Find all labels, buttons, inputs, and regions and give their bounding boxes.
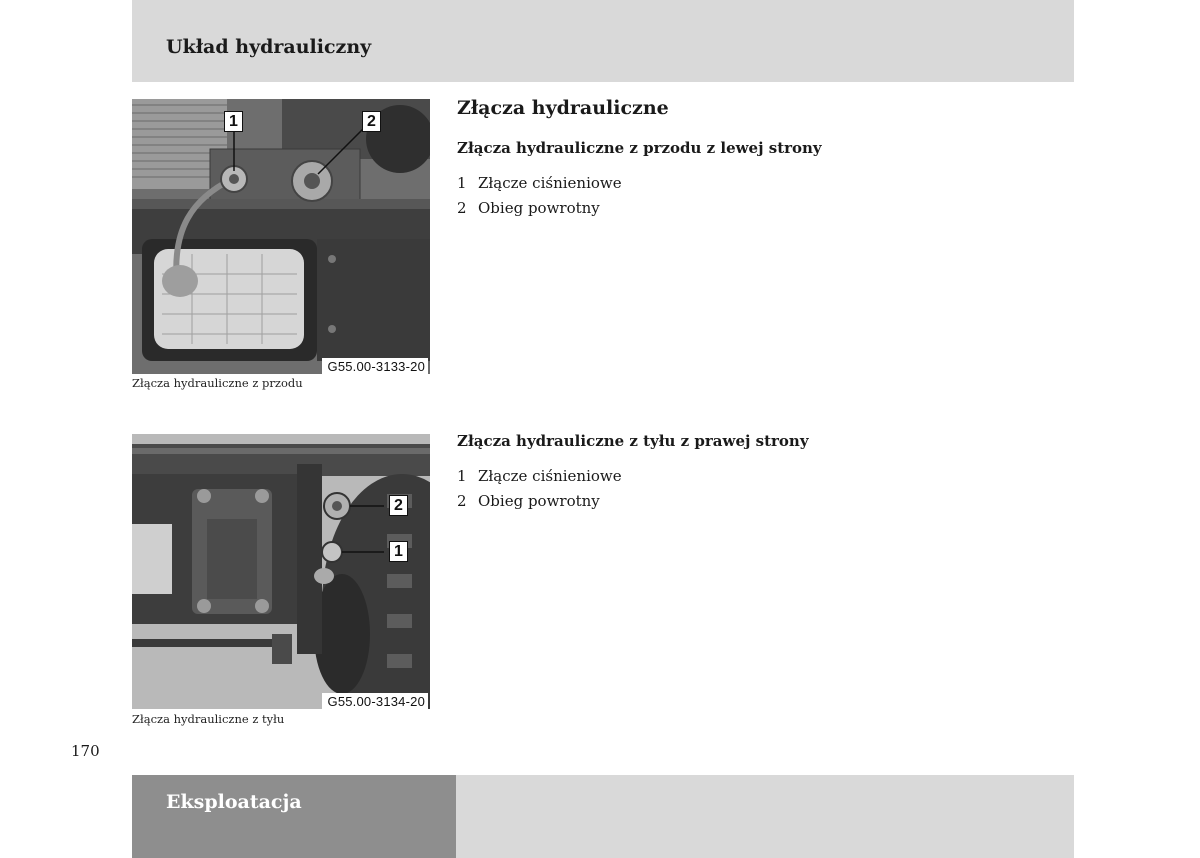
footer-band: [456, 775, 1074, 858]
rear-photo-illustration: [132, 434, 430, 709]
front-legend-list: [457, 171, 622, 221]
section-title: Złącza hydrauliczne: [457, 97, 669, 119]
page-number: 170: [71, 742, 100, 760]
front-subheading: Złącza hydrauliczne z przodu z lewej strony: [457, 139, 822, 157]
front-figure-caption: Złącza hydrauliczne z przodu: [132, 376, 303, 390]
front-figure-code: G55.00-3133-20: [322, 358, 428, 374]
front-callout-2: 2: [362, 111, 381, 132]
rear-legend-list: [457, 464, 622, 514]
front-callout-1: 1: [224, 111, 243, 132]
front-connectors-photo: [132, 99, 430, 374]
list-item: 2 Obieg powrotny: [457, 492, 600, 510]
chapter-title: Układ hydrauliczny: [166, 36, 372, 58]
footer-section-label: Eksploatacja: [166, 791, 302, 813]
rear-callout-2: 2: [389, 495, 408, 516]
front-photo-illustration: [132, 99, 430, 374]
footer-section-tab: [132, 775, 456, 858]
header-band: [132, 0, 1074, 82]
list-item: 1 Złącze ciśnieniowe: [457, 467, 622, 485]
rear-figure-caption: Złącza hydrauliczne z tyłu: [132, 712, 285, 726]
rear-figure-code: G55.00-3134-20: [322, 693, 428, 709]
rear-subheading: Złącza hydrauliczne z tyłu z prawej strony: [457, 432, 809, 450]
rear-callout-1: 1: [389, 541, 408, 562]
rear-connectors-photo: [132, 434, 430, 709]
list-item: 2 Obieg powrotny: [457, 199, 600, 217]
list-item: 1 Złącze ciśnieniowe: [457, 174, 622, 192]
